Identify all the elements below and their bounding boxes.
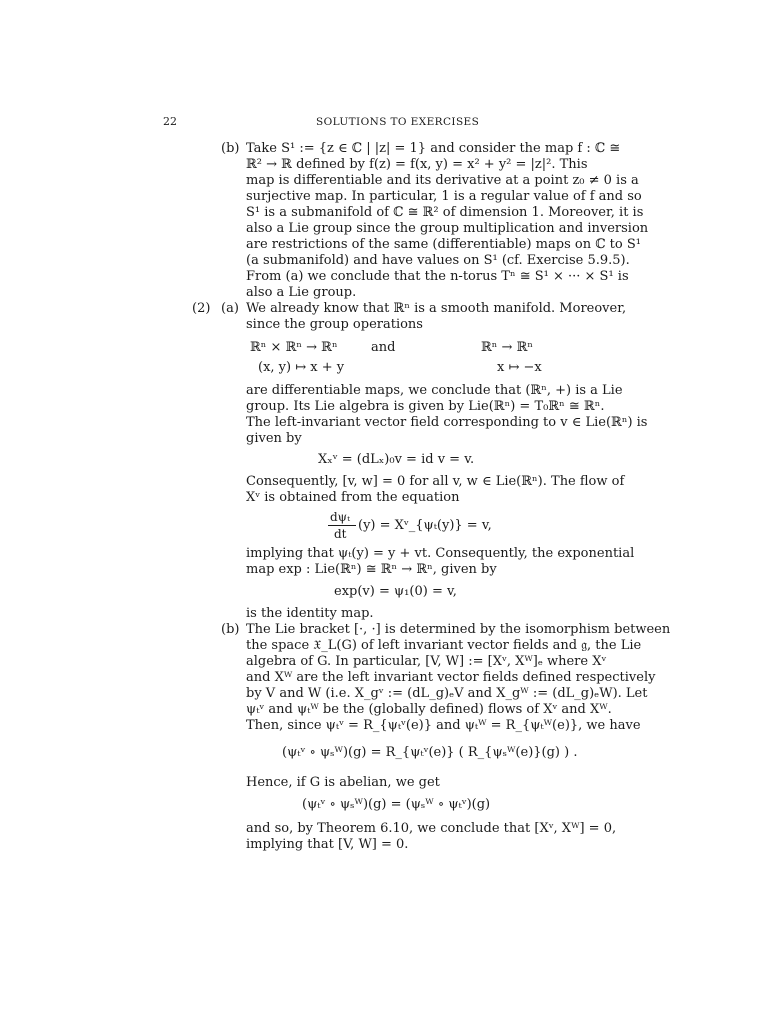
text-line: ψₜᵛ and ψₜᵂ be the (globally defined) flows of Xᵛ and Xᵂ. [246, 702, 612, 717]
fraction-bar [328, 525, 356, 526]
text-line: (a submanifold) and have values on S¹ (cf. Exercise 5.9.5). [246, 253, 630, 268]
text-line: are differentiable maps, we conclude that (ℝⁿ, +) is a Lie [246, 383, 623, 398]
display-math: (ψₜᵛ ∘ ψₛᵂ)(g) = (ψₛᵂ ∘ ψₜᵛ)(g) [302, 797, 491, 812]
text-line: surjective map. In particular, 1 is a regular value of f and so [246, 189, 642, 204]
fraction-denominator: dt [334, 527, 347, 541]
display-math: (y) = Xᵛ_{ψₜ(y)} = v, [358, 518, 492, 533]
item-label-a: (a) [221, 301, 239, 316]
text-line: are restrictions of the same (differentiable) maps on ℂ to S¹ [246, 237, 641, 252]
item-label-2: (2) [192, 301, 211, 316]
text-line: We already know that ℝⁿ is a smooth manifold. Moreover, [246, 301, 627, 316]
fraction-numerator: dψₜ [330, 510, 351, 524]
display-math: ℝⁿ → ℝⁿ [481, 340, 534, 355]
text-line: Then, since ψₜᵛ = R_{ψₜᵛ(e)} and ψₜᵂ = R_{ψₜᵂ(e)}, we have [246, 718, 641, 733]
text-line: Consequently, [v, w] = 0 for all v, w ∈ Lie(ℝⁿ). The flow of [246, 474, 625, 489]
text-line: by V and W (i.e. X_gᵛ := (dL_g)ₑV and X_gᵂ := (dL_g)ₑW). Let [246, 686, 648, 701]
text-line: Xᵛ is obtained from the equation [246, 490, 460, 505]
text-line: map is differentiable and its derivative at a point z₀ ≠ 0 is a [246, 173, 639, 188]
text-line: implying that [V, W] = 0. [246, 837, 409, 852]
item-label-b: (b) [221, 141, 240, 156]
text-line: ℝ² → ℝ defined by f(z) = f(x, y) = x² + y² = |z|². This [246, 157, 588, 172]
display-math: and [371, 340, 396, 355]
text-line: algebra of G. In particular, [V, W] := [Xᵛ, Xᵂ]ₑ where Xᵛ [246, 654, 607, 669]
text-line: given by [246, 431, 302, 446]
text-line: map exp : Lie(ℝⁿ) ≅ ℝⁿ → ℝⁿ, given by [246, 562, 497, 577]
display-math: Xₓᵛ = (dLₓ)₀v = id v = v. [318, 452, 475, 467]
display-math: exp(v) = ψ₁(0) = v, [334, 584, 457, 599]
display-math: (ψₜᵛ ∘ ψₛᵂ)(g) = R_{ψₜᵛ(e)} ( R_{ψₛᵂ(e)}(g) ) . [282, 745, 578, 760]
text-line: The Lie bracket [·, ·] is determined by the isomorphism between [246, 622, 671, 637]
running-title: SOLUTIONS TO EXERCISES [316, 116, 480, 128]
text-line: also a Lie group. [246, 285, 357, 300]
text-line: group. Its Lie algebra is given by Lie(ℝⁿ) = T₀ℝⁿ ≅ ℝⁿ. [246, 399, 605, 414]
text-line: since the group operations [246, 317, 423, 332]
text-line: S¹ is a submanifold of ℂ ≅ ℝ² of dimension 1. Moreover, it is [246, 205, 644, 220]
text-line: the space 𝔛_L(G) of left invariant vector fields and 𝔤, the Lie [246, 638, 642, 653]
text-line: and so, by Theorem 6.10, we conclude that [Xᵛ, Xᵂ] = 0, [246, 821, 617, 836]
page-number: 22 [163, 115, 177, 128]
text-line: Take S¹ := {z ∈ ℂ | |z| = 1} and consider the map f : ℂ ≅ [246, 141, 621, 156]
text-line: and Xᵂ are the left invariant vector fields defined respectively [246, 670, 656, 685]
text-line: implying that ψₜ(y) = y + vt. Consequently, the exponential [246, 546, 635, 561]
text-line: Hence, if G is abelian, we get [246, 775, 440, 790]
display-math: x ↦ −x [497, 360, 542, 375]
display-math: ℝⁿ × ℝⁿ → ℝⁿ [250, 340, 338, 355]
text-line: The left-invariant vector field corresponding to v ∈ Lie(ℝⁿ) is [246, 415, 648, 430]
text-line: From (a) we conclude that the n-torus Tⁿ ≅ S¹ × ··· × S¹ is [246, 269, 629, 284]
display-math: (x, y) ↦ x + y [258, 360, 345, 375]
text-line: is the identity map. [246, 606, 374, 621]
text-line: also a Lie group since the group multiplication and inversion [246, 221, 649, 236]
item-label-b: (b) [221, 622, 240, 637]
